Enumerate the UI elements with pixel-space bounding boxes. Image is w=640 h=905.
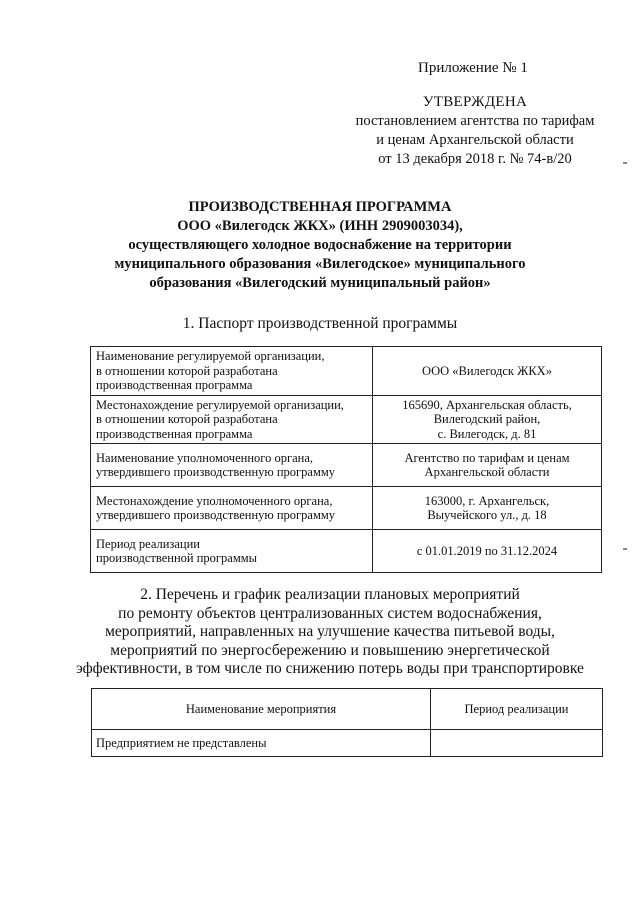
cell-line: утвердившего производственную программу (96, 508, 336, 522)
event-period-cell (431, 730, 603, 757)
cell-line: Вилегодский район, (433, 412, 541, 426)
cell-line: Архангельской области (424, 465, 550, 479)
heading-line: эффективности, в том числе по снижению потерь воды при транспортировке (76, 660, 584, 677)
heading-line: мероприятий, направленных на улучшение качества питьевой воды, (105, 623, 555, 640)
passport-value-cell (373, 487, 602, 530)
cell-line: 163000, г. Архангельск, (424, 493, 550, 508)
table-row (91, 395, 602, 444)
cell-line: Период реализации (96, 536, 200, 551)
appendix-label: Приложение № 1 (418, 60, 528, 76)
cell-line: производственная программа (96, 426, 253, 441)
approval-block (330, 93, 620, 169)
passport-label-cell (91, 395, 373, 444)
cell-line: ООО «Вилегодск ЖКХ» (422, 363, 552, 378)
heading-line: мероприятий по энергосбережению и повышению энергетической (110, 641, 550, 659)
approval-line: постановлением агентства по тарифам (355, 113, 595, 129)
cell-line: производственной программы (96, 551, 258, 565)
passport-label-cell (91, 347, 373, 396)
table-row (91, 444, 602, 487)
passport-value-cell (373, 347, 602, 396)
passport-label-cell (91, 530, 373, 573)
passport-value-cell (373, 395, 602, 444)
passport-table (90, 346, 602, 573)
scan-speck (623, 162, 627, 164)
cell-line: Агентство по тарифам и ценам (404, 450, 570, 465)
approval-stamp: УТВЕРЖДЕНА (422, 94, 528, 110)
passport-label-cell (91, 487, 373, 530)
event-name-cell: Предприятием не представлены (92, 730, 431, 757)
table-row (92, 730, 603, 757)
cell-line: Местонахождение регулируемой организации, (96, 397, 344, 412)
events-table (91, 688, 603, 757)
section2-heading (60, 586, 600, 679)
cell-line: Наименование регулируемой организации, (96, 349, 325, 363)
cell-line: в отношении которой разработана (96, 363, 278, 378)
cell-line: Наименование уполномоченного органа, (96, 450, 313, 465)
column-header-period: Период реализации (431, 689, 603, 730)
document-title (60, 198, 580, 293)
section1-heading: 1. Паспорт производственной программы (182, 315, 458, 332)
table-row (91, 347, 602, 396)
cell-line: утвердившего производственную программу (96, 465, 336, 479)
title-line: муниципального образования «Вилегодское» муниципального (114, 256, 526, 272)
cell-line: Выучейского ул., д. 18 (427, 508, 547, 522)
title-line: ПРОИЗВОДСТВЕННАЯ ПРОГРАММА (188, 199, 452, 215)
scan-speck (623, 548, 627, 550)
table-row (91, 530, 602, 573)
title-line: осуществляющего холодное водоснабжение на территории (128, 237, 512, 253)
cell-line: в отношении которой разработана (96, 412, 278, 426)
passport-value-cell (373, 444, 602, 487)
table-row (91, 487, 602, 530)
heading-line: 2. Перечень и график реализации плановых мероприятий (140, 586, 520, 603)
cell-line: 165690, Архангельская область, (402, 397, 572, 412)
title-line: образования «Вилегодский муниципальный район» (149, 275, 491, 291)
cell-line: Местонахождение уполномоченного органа, (96, 493, 333, 508)
approval-line: от 13 декабря 2018 г. № 74-в/20 (378, 151, 572, 167)
cell-line: с 01.01.2019 по 31.12.2024 (416, 543, 558, 558)
passport-value-cell (373, 530, 602, 573)
approval-line: и ценам Архангельской области (376, 132, 574, 148)
passport-label-cell (91, 444, 373, 487)
table-header-row (92, 689, 603, 730)
title-line: ООО «Вилегодск ЖКХ» (ИНН 2909003034), (177, 218, 463, 234)
cell-line: с. Вилегодск, д. 81 (437, 426, 537, 441)
column-header-name: Наименование мероприятия (92, 689, 431, 730)
heading-line: по ремонту объектов централизованных систем водоснабжения, (118, 604, 542, 622)
cell-line: производственная программа (96, 378, 253, 392)
